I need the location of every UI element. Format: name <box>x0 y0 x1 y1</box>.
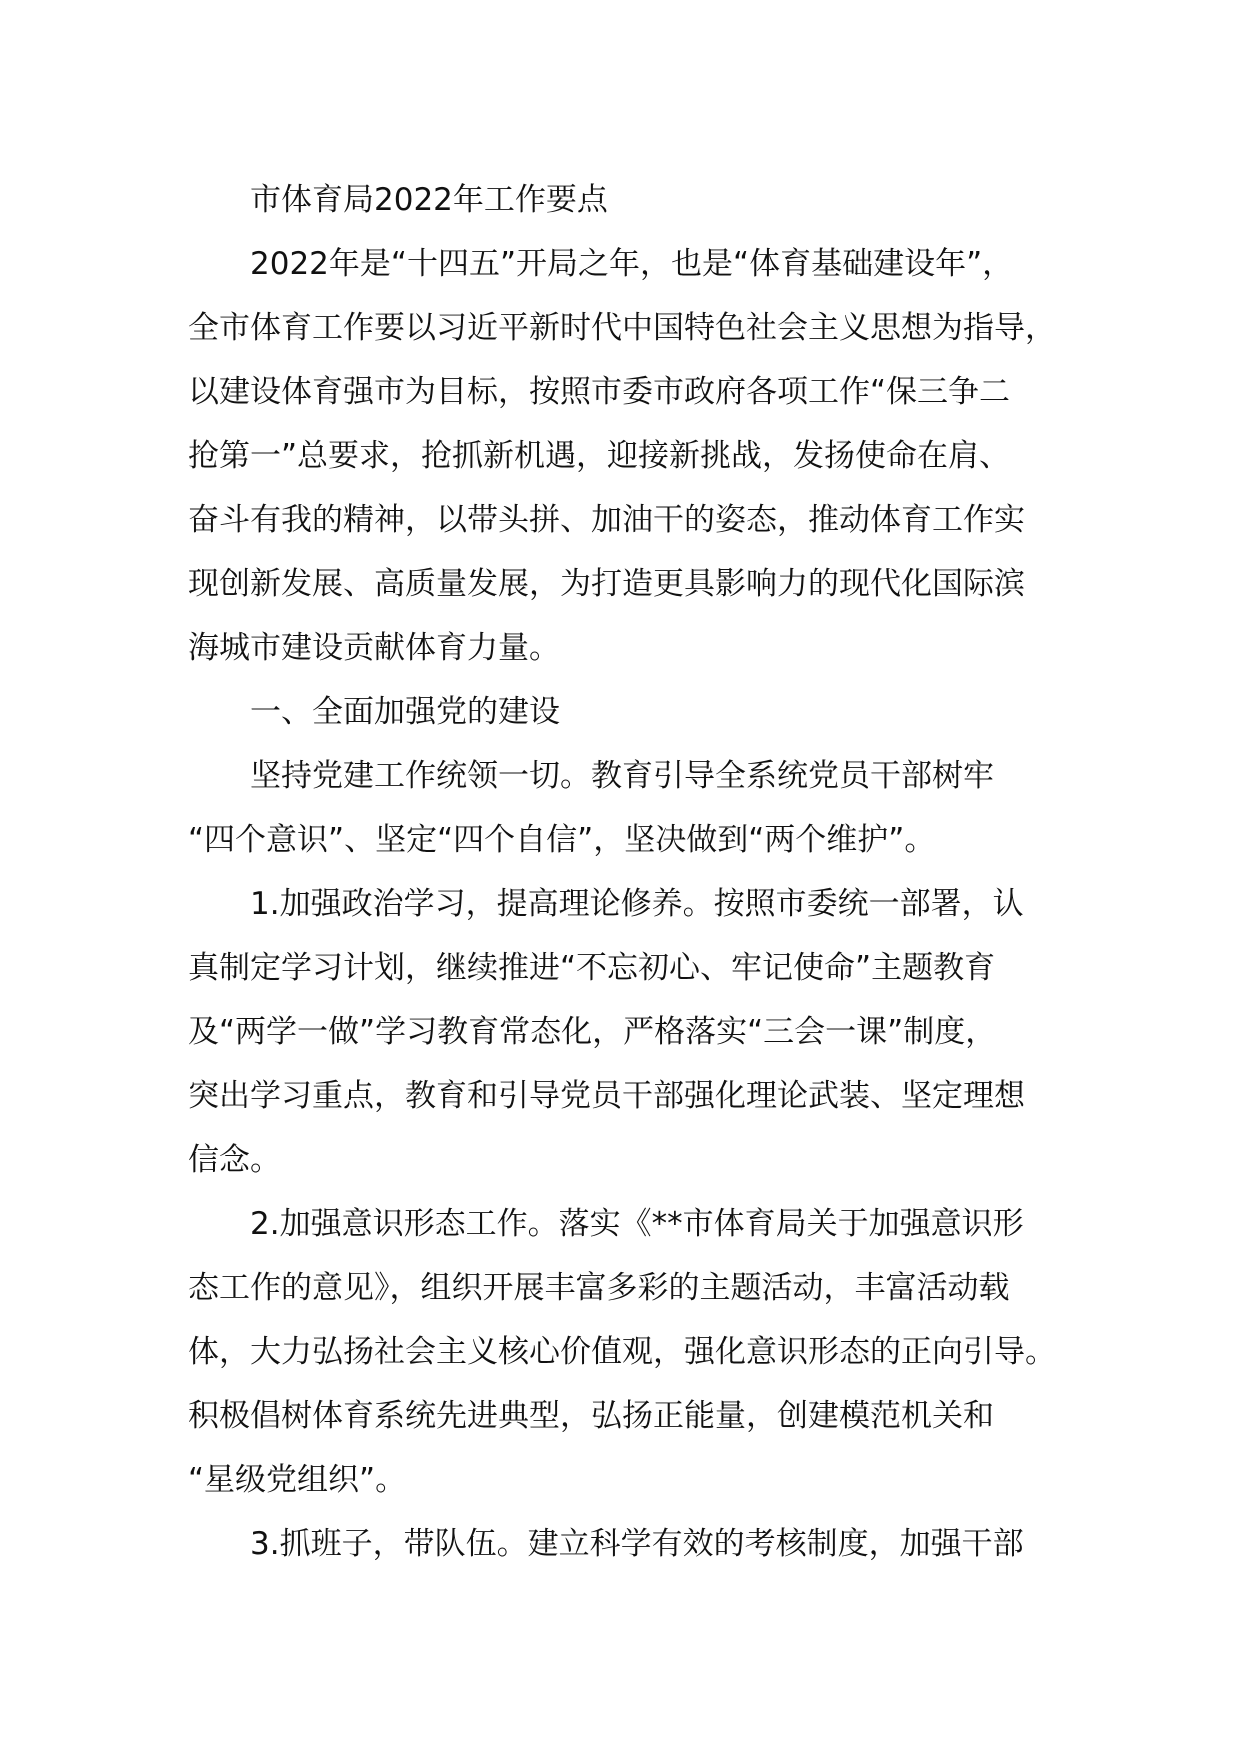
text-line: 坚持党建工作统领一切。教育引导全系统党员干部树牢 <box>250 758 994 794</box>
text-line: “星级党组织”。 <box>188 1462 407 1498</box>
text-line: 体，大力弘扬社会主义核心价值观，强化意识形态的正向引导。 <box>188 1334 1056 1370</box>
text-line: 2022年是“十四五”开局之年，也是“体育基础建设年”， <box>250 246 1014 282</box>
text-line: 态工作的意见》，组织开展丰富多彩的主题活动，丰富活动载 <box>188 1270 1010 1306</box>
text-line: 海城市建设贡献体育力量。 <box>188 630 560 666</box>
item-paragraph-1 <box>188 872 1088 1192</box>
text-line: 现创新发展、高质量发展，为打造更具影响力的现代化国际滨 <box>188 566 1025 602</box>
text-line: 一、全面加强党的建设 <box>250 694 560 730</box>
text-line: 以建设体育强市为目标，按照市委市政府各项工作“保三争二 <box>188 374 1011 410</box>
text-line: 及“两学一做”学习教育常态化，严格落实“三会一课”制度， <box>188 1014 997 1050</box>
item-paragraph-2 <box>188 1192 1088 1512</box>
text-line: 信念。 <box>188 1142 281 1178</box>
item-paragraph-3 <box>188 1512 1088 1576</box>
text-line: 3.抓班子，带队伍。建立科学有效的考核制度，加强干部 <box>250 1526 1024 1562</box>
document-body <box>188 168 1088 1576</box>
text-line: 积极倡树体育系统先进典型，弘扬正能量，创建模范机关和 <box>188 1398 994 1434</box>
text-line: 2.加强意识形态工作。落实《**市体育局关于加强意识形 <box>250 1206 1024 1242</box>
text-line: 1.加强政治学习，提高理论修养。按照市委统一部署，认 <box>250 886 1024 922</box>
text-line: 奋斗有我的精神，以带头拼、加油干的姿态，推动体育工作实 <box>188 502 1025 538</box>
section-heading <box>188 680 1088 744</box>
document-title: 市体育局2022年工作要点 <box>250 182 608 218</box>
paragraph-intro <box>188 232 1088 680</box>
text-line: 全市体育工作要以习近平新时代中国特色社会主义思想为指导， <box>188 310 1056 346</box>
text-line: 抢第一”总要求，抢抓新机遇，迎接新挑战，发扬使命在肩、 <box>188 438 1011 474</box>
text-line: 突出学习重点，教育和引导党员干部强化理论武装、坚定理想 <box>188 1078 1025 1114</box>
text-line: 真制定学习计划，继续推进“不忘初心、牢记使命”主题教育 <box>188 950 996 986</box>
section-lead-paragraph <box>188 744 1088 872</box>
text-line: “四个意识”、坚定“四个自信”，坚决做到“两个维护”。 <box>188 822 936 858</box>
